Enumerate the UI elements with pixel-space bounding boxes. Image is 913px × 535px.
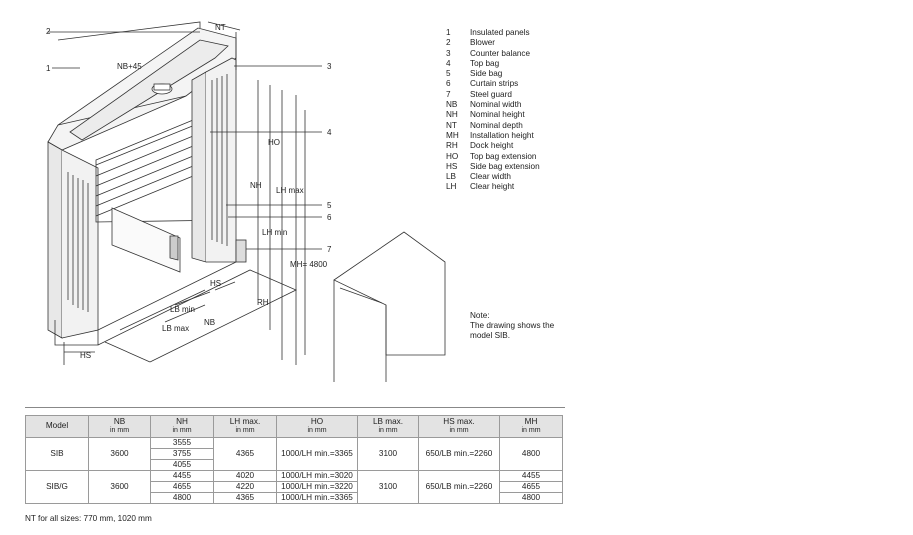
legend-row: 1 Insulated panels xyxy=(446,28,530,37)
callout-1: 1 xyxy=(46,64,51,73)
label-lh-max: LH max xyxy=(276,186,304,195)
dim-lines-vertical xyxy=(258,80,305,365)
legend-row: LH Clear height xyxy=(446,182,515,192)
label-nb: NB xyxy=(204,318,216,327)
legend-row: NB Nominal width xyxy=(446,100,522,110)
floor xyxy=(98,262,296,362)
header-nh: NH in mm xyxy=(151,416,214,438)
left-panel xyxy=(48,142,62,338)
label-nb45: NB+45 xyxy=(117,62,142,71)
cell-model-sib: SIB xyxy=(26,438,89,471)
cell-ho-sib: 1000/LH min.=3365 xyxy=(277,438,358,471)
left-panel-side xyxy=(62,150,98,338)
header-mh: MH in mm xyxy=(500,416,563,438)
legend-row: HS Side bag extension xyxy=(446,161,540,171)
legend-row: 2 Blower xyxy=(446,38,496,48)
legend-row: 5 Side bag xyxy=(446,69,503,79)
label-ho: HO xyxy=(268,138,280,147)
cell-ho: 1000/LH min.=3020 xyxy=(277,471,358,482)
cell-ho: 1000/LH min.=3220 xyxy=(277,482,358,493)
cell-nb-sib: 3600 xyxy=(89,438,151,471)
legend-row: NH Nominal height xyxy=(446,110,525,120)
table-row xyxy=(26,471,563,482)
cell-lh-sib: 4365 xyxy=(214,438,277,471)
legend-row: LB Clear width xyxy=(446,172,511,182)
label-hs-top: HS xyxy=(210,279,222,288)
callout-7: 7 xyxy=(327,245,332,254)
note-line-2: model SIB. xyxy=(470,331,511,341)
legend-row: RH Dock height xyxy=(446,141,514,151)
drawing-sheet xyxy=(0,0,565,408)
legend-row: 6 Curtain strips xyxy=(446,79,519,89)
cell-mh: 4655 xyxy=(500,482,563,493)
legend-row: 3 Counter balance xyxy=(446,48,531,58)
callout-3: 3 xyxy=(327,62,332,71)
cell-mh-sib: 4800 xyxy=(500,438,563,471)
header-lh-max: LH max. in mm xyxy=(214,416,277,438)
right-panel xyxy=(192,72,206,262)
cell-hs-sib: 650/LB min.=2260 xyxy=(419,438,500,471)
cell-nb-sibg: 3600 xyxy=(89,471,151,504)
cell-model-sibg: SIB/G xyxy=(26,471,89,504)
legend xyxy=(446,28,540,193)
header-nb: NB in mm xyxy=(89,416,151,438)
note-title: Note: xyxy=(470,311,490,320)
label-lb-min: LB min xyxy=(170,305,195,314)
cell-mh: 4455 xyxy=(500,471,563,482)
label-lb-max: LB max xyxy=(162,324,190,333)
callout-4: 4 xyxy=(327,128,332,137)
callout-6: 6 xyxy=(327,213,332,222)
callout-2: 2 xyxy=(46,27,51,36)
note-line-1: The drawing shows the xyxy=(470,321,555,331)
label-hs-bottom: HS xyxy=(80,351,92,360)
spec-table xyxy=(25,415,563,504)
legend-row: NT Nominal depth xyxy=(446,120,523,130)
callout-5: 5 xyxy=(327,201,332,210)
blower-housing xyxy=(154,84,170,90)
cell-lh: 4365 xyxy=(214,493,277,504)
cell-nh: 4655 xyxy=(151,482,214,493)
legend-row: HO Top bag extension xyxy=(446,151,537,161)
label-lh-min: LH min xyxy=(262,228,288,237)
dock-leveler xyxy=(170,236,178,260)
note xyxy=(470,311,554,342)
dim-lines-lb xyxy=(165,282,235,322)
header-ho: HO in mm xyxy=(277,416,358,438)
table-row xyxy=(26,438,563,449)
table-header-row xyxy=(26,416,563,438)
header-hs-max: HS max. in mm xyxy=(419,416,500,438)
cell-mh: 4800 xyxy=(500,493,563,504)
cell-nh: 3755 xyxy=(151,449,214,460)
cell-nh: 4800 xyxy=(151,493,214,504)
cell-lb-sib: 3100 xyxy=(358,438,419,471)
legend-row: 4 Top bag xyxy=(446,58,500,68)
cell-nh: 3555 xyxy=(151,438,214,449)
label-rh: RH xyxy=(257,298,269,307)
header-model: Model xyxy=(26,416,89,438)
cell-lh: 4020 xyxy=(214,471,277,482)
cell-ho: 1000/LH min.=3365 xyxy=(277,493,358,504)
header-lb-max: LB max. in mm xyxy=(358,416,419,438)
footnote: NT for all sizes: 770 mm, 1020 mm xyxy=(25,514,152,523)
legend-row: 7 Steel guard xyxy=(446,89,512,99)
label-nh: NH xyxy=(250,181,262,190)
label-nt: NT xyxy=(215,23,226,32)
cell-nh: 4455 xyxy=(151,471,214,482)
right-panel-side xyxy=(206,58,236,262)
cell-hs-sibg: 650/LB min.=2260 xyxy=(419,471,500,504)
label-mh: MH= 4800 xyxy=(290,260,328,269)
cell-lh: 4220 xyxy=(214,482,277,493)
cell-lb-sibg: 3100 xyxy=(358,471,419,504)
steel-guard xyxy=(236,240,246,262)
building-corner xyxy=(334,232,445,355)
cell-nh: 4055 xyxy=(151,460,214,471)
legend-row: MH Installation height xyxy=(446,130,534,140)
